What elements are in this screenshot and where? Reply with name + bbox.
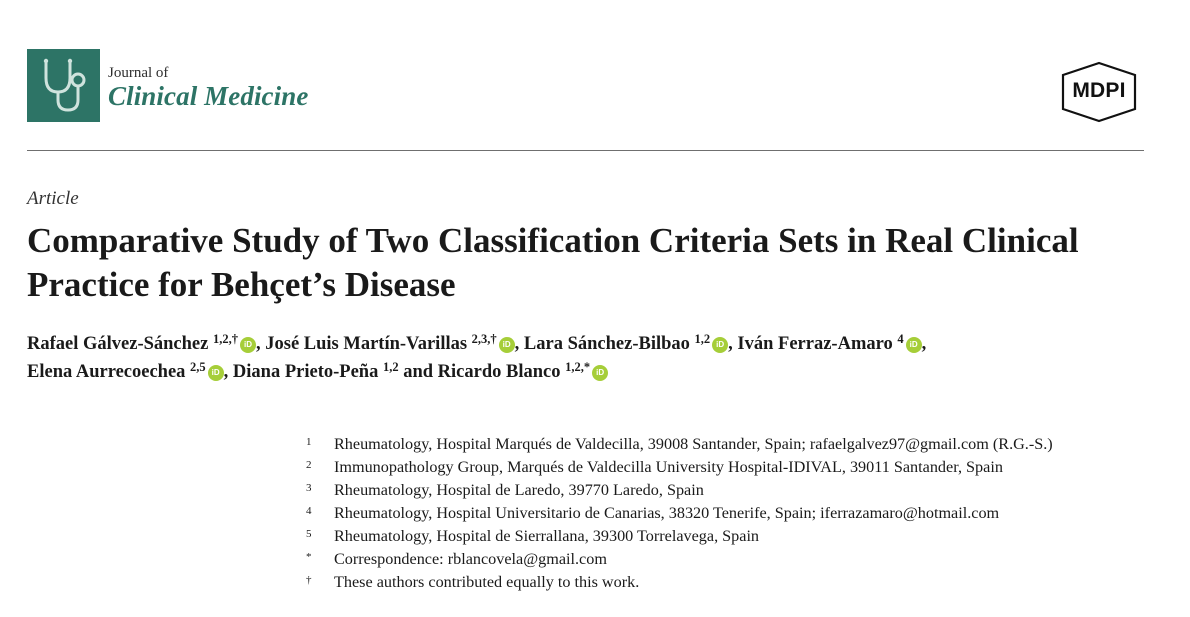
author <box>524 334 728 354</box>
affiliation-text: Rheumatology, Hospital de Laredo, 39770 Laredo, Spain <box>334 481 704 499</box>
affiliation-item <box>300 525 1180 548</box>
separator: , <box>514 334 520 354</box>
journal-prefix: Journal of <box>108 64 169 81</box>
affiliation-item <box>300 502 1180 525</box>
mdpi-logo <box>1053 61 1145 123</box>
orcid-icon[interactable]: iD <box>499 337 515 353</box>
author-name: Diana Prieto-Peña <box>232 362 379 382</box>
orcid-icon[interactable]: iD <box>208 365 224 381</box>
orcid-icon[interactable]: iD <box>240 337 256 353</box>
affiliation-text: Rheumatology, Hospital Marqués de Valdecilla, 39008 Santander, Spain; rafaelgalvez97@gmail.com (R.G.-S.) <box>334 435 1053 453</box>
author <box>27 362 224 382</box>
author <box>265 334 514 354</box>
affiliation-item <box>300 456 1180 479</box>
author-affiliation-marks: 1,2 <box>694 332 711 346</box>
affiliation-mark: † <box>306 574 312 586</box>
author-name: Ricardo Blanco <box>437 362 561 382</box>
author <box>737 334 921 354</box>
stethoscope-icon <box>27 49 100 122</box>
author <box>27 334 256 354</box>
author <box>233 362 399 382</box>
article-title: Comparative Study of Two Classification Criteria Sets in Real Clinical Practice for Behçet’s Disease <box>27 221 1079 304</box>
journal-logo <box>27 49 308 122</box>
affiliation-mark: 1 <box>306 436 312 448</box>
author-affiliation-marks: 1,2,* <box>565 360 591 374</box>
author-name: Lara Sánchez-Bilbao <box>523 334 690 354</box>
author-affiliation-marks: 1,2 <box>382 360 399 374</box>
affiliation-item <box>300 548 1180 571</box>
author <box>438 362 608 382</box>
affiliation-item <box>300 479 1180 502</box>
author-list <box>27 330 1167 386</box>
affiliation-list <box>300 433 1180 594</box>
affiliation-mark: 5 <box>306 528 312 540</box>
author-affiliation-marks: 4 <box>897 332 904 346</box>
separator: , <box>223 362 229 382</box>
author-name: Rafael Gálvez-Sánchez <box>27 334 209 354</box>
orcid-icon[interactable]: iD <box>592 365 608 381</box>
affiliation-text: Rheumatology, Hospital de Sierrallana, 39300 Torrelavega, Spain <box>334 527 760 545</box>
author-affiliation-marks: 1,2,† <box>213 332 238 346</box>
affiliation-mark: * <box>306 551 312 563</box>
author-affiliation-marks: 2,5 <box>190 360 206 374</box>
and-connector: and <box>403 362 434 382</box>
journal-name: Clinical Medicine <box>108 80 309 111</box>
affiliation-text: Immunopathology Group, Marqués de Valdecilla University Hospital-IDIVAL, 39011 Santander, Spain <box>334 458 1003 476</box>
separator: , <box>728 334 733 354</box>
orcid-icon[interactable]: iD <box>906 337 922 353</box>
separator: , <box>921 334 927 354</box>
affiliation-text: These authors contributed equally to this work. <box>334 573 640 591</box>
affiliation-mark: 2 <box>306 459 312 471</box>
author-name: Elena Aurrecoechea <box>27 362 186 382</box>
affiliation-mark: 3 <box>306 482 312 494</box>
affiliation-item <box>300 571 1180 594</box>
affiliation-mark: 4 <box>306 505 312 517</box>
header-divider <box>27 150 1144 151</box>
publisher-name: MDPI <box>1072 79 1126 102</box>
affiliation-text: Rheumatology, Hospital Universitario de Canarias, 38320 Tenerife, Spain; iferrazamaro@hotmail.com <box>334 504 1000 522</box>
author-affiliation-marks: 2,3,† <box>471 332 497 346</box>
orcid-icon[interactable]: iD <box>712 337 728 353</box>
affiliation-text: Correspondence: rblancovela@gmail.com <box>334 550 607 568</box>
affiliation-item <box>300 433 1180 456</box>
article-type: Article <box>27 188 79 209</box>
author-name: José Luis Martín-Varillas <box>265 334 468 354</box>
separator: , <box>256 334 261 354</box>
author-name: Iván Ferraz-Amaro <box>737 334 893 354</box>
